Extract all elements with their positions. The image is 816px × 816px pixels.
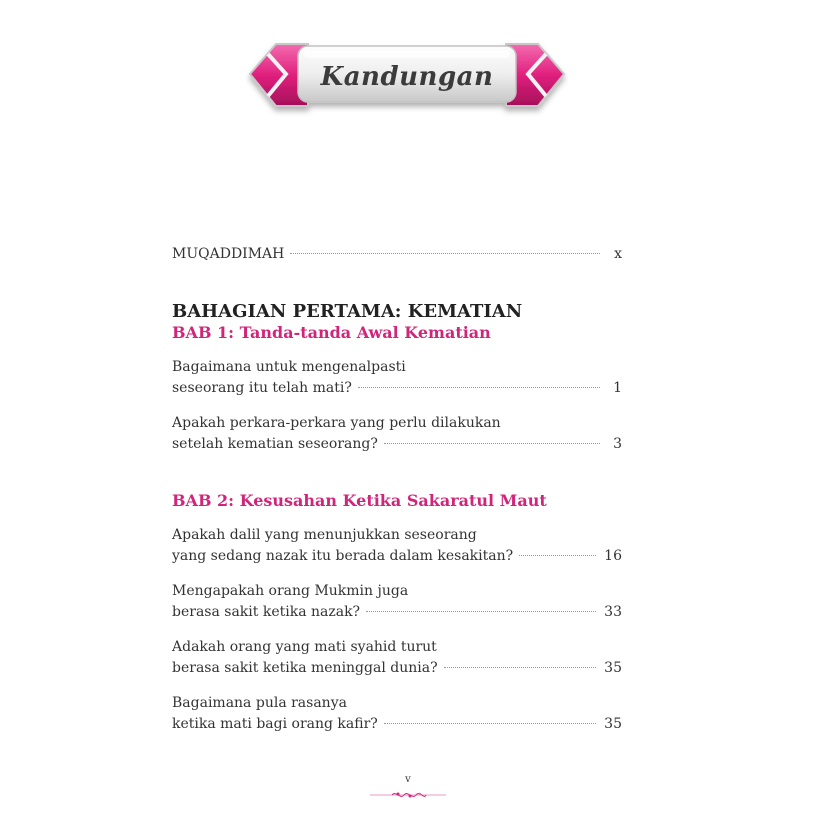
- toc-page-number: 35: [604, 716, 622, 732]
- toc-entry-muqaddimah[interactable]: [172, 244, 622, 265]
- floral-ornament-icon: [368, 789, 448, 801]
- toc-entry-line2: berasa sakit ketika nazak?: [172, 604, 361, 620]
- part-heading: BAHAGIAN PERTAMA: KEMATIAN: [172, 301, 523, 322]
- dot-leader: [444, 667, 597, 668]
- toc-page-number: 16: [604, 548, 622, 564]
- toc-entry-line1: Apakah perkara-perkara yang perlu dilakukan: [172, 415, 501, 431]
- toc-page-number: 33: [604, 604, 622, 620]
- toc-page-number: 1: [613, 380, 622, 396]
- toc-page-number: 3: [613, 436, 622, 452]
- folio-page-number: v: [405, 774, 411, 785]
- toc-page-number: x: [614, 246, 622, 262]
- chapter-heading: BAB 1: Tanda-tanda Awal Kematian: [172, 323, 491, 342]
- dot-leader: [384, 723, 596, 724]
- dot-leader: [290, 253, 600, 254]
- toc-entry-line1: Mengapakah orang Mukmin juga: [172, 583, 409, 599]
- toc-entry[interactable]: [172, 693, 622, 735]
- page-footer: [0, 774, 816, 805]
- toc-entry[interactable]: [172, 357, 622, 399]
- dot-leader: [366, 611, 596, 612]
- title-banner: [246, 40, 568, 118]
- dot-leader: [358, 387, 600, 388]
- chapter-heading: BAB 2: Kesusahan Ketika Sakaratul Maut: [172, 491, 547, 510]
- toc-entry[interactable]: [172, 581, 622, 623]
- toc-entry-line1: Adakah orang yang mati syahid turut: [172, 639, 437, 655]
- dot-leader: [384, 443, 600, 444]
- toc-entry-line2: setelah kematian seseorang?: [172, 436, 378, 452]
- dot-leader: [519, 555, 596, 556]
- toc-entry-line2: berasa sakit ketika meninggal dunia?: [172, 660, 438, 676]
- toc-entry-line1: Bagaimana untuk mengenalpasti: [172, 359, 406, 375]
- toc-entry-line2: yang sedang nazak itu berada dalam kesakitan?: [172, 548, 514, 564]
- toc-entry-line1: Apakah dalil yang menunjukkan seseorang: [172, 527, 477, 543]
- toc-entry[interactable]: [172, 525, 622, 567]
- toc-entry[interactable]: [172, 413, 622, 455]
- toc-entry-line1: Bagaimana pula rasanya: [172, 695, 347, 711]
- table-of-contents: [172, 244, 622, 735]
- toc-entry-line2: ketika mati bagi orang kafir?: [172, 716, 378, 732]
- page-title: Kandungan: [320, 62, 494, 92]
- toc-page-number: 35: [604, 660, 622, 676]
- toc-entry[interactable]: [172, 637, 622, 679]
- toc-entry-line2: seseorang itu telah mati?: [172, 380, 352, 396]
- toc-entry-text: MUQADDIMAH: [172, 246, 285, 262]
